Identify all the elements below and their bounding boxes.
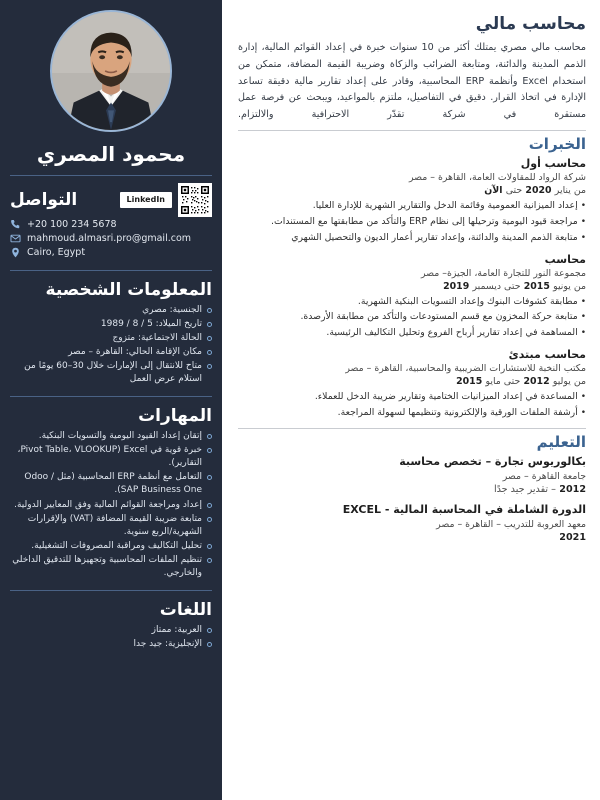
profile-photo-illustration	[52, 12, 170, 130]
bullet-icon	[207, 448, 212, 453]
job-date-start: 2015	[523, 280, 550, 292]
language-value: الإنجليزية: جيد جدا	[133, 638, 202, 649]
sidebar-divider-2	[10, 270, 212, 271]
person-name: محمود المصري	[36, 142, 186, 166]
bullet-icon: •	[580, 200, 586, 211]
job-date-prefix: من يونيو	[553, 280, 586, 292]
list-item	[10, 513, 212, 539]
job-date-end: 2019	[443, 280, 470, 292]
personal-info-value: مكان الإقامة الحالي: القاهرة – مصر	[68, 347, 202, 358]
education-institution: معهد العروبة للتدريب – القاهرة – مصر	[436, 518, 586, 530]
contact-email-value: mahmoud.almasri.pro@gmail.com	[27, 233, 192, 244]
duty-text: متابعة حركة المخزون مع قسم المستودعات والتأكد من مطابقة الأرصدة.	[300, 311, 578, 323]
job-duties	[238, 390, 586, 421]
bullet-icon	[207, 308, 212, 313]
page-title: محاسب مالي	[475, 14, 586, 34]
job-date-mid: حتى	[505, 184, 523, 196]
experience-entry	[238, 253, 586, 342]
skills-list	[10, 430, 212, 580]
job-date-end: الآن	[484, 184, 503, 196]
job-dates	[238, 281, 586, 292]
job-dates	[238, 376, 586, 387]
email-icon	[10, 233, 21, 244]
list-item	[10, 444, 212, 470]
job-role: محاسب أول	[520, 156, 586, 170]
avatar	[50, 10, 172, 132]
section-divider-1	[238, 130, 586, 131]
bullet-icon	[207, 364, 212, 369]
list-item	[238, 215, 586, 230]
bullet-icon	[207, 558, 212, 563]
bullet-icon	[207, 503, 212, 508]
skill-value: التعامل مع أنظمة ERP المحاسبية (مثل Odoo / SAP Business One).	[24, 472, 202, 496]
list-item	[10, 346, 212, 359]
contact-location[interactable]	[10, 247, 212, 258]
sidebar-divider-4	[10, 590, 212, 591]
list-item	[238, 406, 586, 421]
list-item	[10, 304, 212, 317]
bullet-icon	[207, 322, 212, 327]
skills-title: المهارات	[138, 406, 212, 427]
job-duties	[238, 295, 586, 342]
contact-email[interactable]	[10, 233, 212, 244]
education-degree: بكالوريوس تجارة – تخصص محاسبة	[399, 454, 586, 468]
job-organization: مكتب النخبة للاستشارات الضريبية والمحاسبية، القاهرة – مصر	[345, 363, 586, 375]
list-item	[10, 430, 212, 443]
sidebar-divider-1	[10, 175, 212, 176]
contact-list	[10, 219, 212, 258]
contact-section	[10, 183, 212, 261]
bullet-icon: •	[580, 312, 586, 323]
job-date-end: 2015	[456, 376, 483, 388]
list-item	[238, 326, 586, 341]
job-role: محاسب مبتدئ	[508, 348, 586, 362]
personal-info-value: تاريخ الميلاد: 5 / 8 / 1989	[100, 319, 202, 330]
bullet-icon: •	[580, 392, 586, 403]
professional-summary: محاسب مالي مصري يمتلك أكثر من 10 سنوات خبرة في إعداد القوائم المالية، إدارة الذمم المدينة والدائنة، ومتابعة الضرائب والزكاة وضريبة القيمة المضافة، متمكن من استخدام Excel وأنظمة ERP المحاسبية، وقادر على إعداد تقارير مالية دقيقة تساعد الإدارة في اتخاذ القرار. دقيق في التفاصيل، ملتزم بالمواعيد، ويبحث عن فرصة عمل مستقرة في شركة تقدّر الاحترافية والالتزام.	[238, 42, 586, 121]
education-year-value: 2021	[559, 531, 586, 543]
job-duties	[238, 199, 586, 246]
bullet-icon: •	[580, 296, 586, 307]
skill-value: متابعة ضريبة القيمة المضافة (VAT) والإقرارات الشهرية/الربع سنوية.	[27, 513, 202, 537]
sidebar-divider-3	[10, 396, 212, 397]
list-item	[10, 638, 212, 651]
skill-value: تنظيم الملفات المحاسبية وتجهيزها للتدقيق الداخلي والخارجي.	[12, 554, 202, 578]
education-year	[238, 484, 586, 495]
qr-code-icon[interactable]	[178, 183, 212, 217]
duty-text: إعداد الميزانية العمومية وقائمة الدخل والتقارير الشهرية للإدارة العليا.	[312, 199, 578, 211]
sidebar	[0, 0, 222, 800]
list-item	[238, 295, 586, 310]
job-dates	[238, 185, 586, 196]
education-entry	[238, 503, 586, 543]
contact-phone-value: +20 100 234 5678	[27, 219, 117, 230]
bullet-icon	[207, 517, 212, 522]
duty-text: المساعدة في إعداد الميزانيات الختامية وتقارير ضريبة الدخل للعملاء.	[314, 391, 578, 403]
job-role: محاسب	[544, 252, 586, 266]
contact-header-row	[10, 183, 212, 217]
job-date-start: 2012	[523, 376, 550, 388]
job-date-mid: حتى ديسمبر	[472, 280, 521, 292]
bullet-icon	[207, 350, 212, 355]
education-year-value: 2012	[559, 483, 586, 495]
bullet-icon: •	[580, 408, 586, 419]
personal-info-value: الحالة الاجتماعية: متزوج	[112, 333, 202, 344]
duty-text: مطابقة كشوفات البنوك وإعداد التسويات البنكية الشهرية.	[357, 295, 578, 307]
location-pin-icon	[10, 247, 21, 258]
education-year-note: – تقدير جيد جدًا	[493, 483, 556, 495]
education-degree: الدورة الشاملة في المحاسبة المالية - EXCEL	[342, 502, 586, 516]
list-item	[10, 332, 212, 345]
personal-info-title: المعلومات الشخصية	[45, 280, 212, 300]
languages-list	[10, 624, 212, 651]
list-item	[238, 310, 586, 325]
duty-text: مراجعة قيود اليومية وترحيلها إلى نظام ERP والتأكد من مطابقتها مع المستندات.	[271, 215, 578, 227]
list-item	[238, 231, 586, 246]
job-date-start: 2020	[525, 184, 552, 196]
education-institution: جامعة القاهرة – مصر	[502, 470, 586, 482]
skill-value: إعداد ومراجعة القوائم المالية وفق المعايير الدولية.	[14, 499, 202, 510]
contact-section-title: التواصل	[10, 190, 78, 210]
bullet-icon	[207, 642, 212, 647]
bullet-icon: •	[580, 216, 586, 227]
section-divider-2	[238, 428, 586, 429]
bullet-icon	[207, 336, 212, 341]
personal-info-section	[10, 278, 212, 387]
bullet-icon	[207, 434, 212, 439]
qr-code-graphic	[180, 185, 210, 215]
list-item	[10, 499, 212, 512]
contact-location-value: Cairo, Egypt	[27, 247, 86, 258]
list-item	[238, 199, 586, 214]
languages-section	[10, 598, 212, 652]
list-item	[10, 554, 212, 580]
job-date-prefix: من يوليو	[552, 376, 586, 388]
experience-entry	[238, 157, 586, 246]
list-item	[10, 471, 212, 497]
bullet-icon: •	[580, 232, 586, 243]
job-organization: مجموعة النور للتجارة العامة، الجيزة– مصر	[420, 267, 586, 279]
bullet-icon	[207, 628, 212, 633]
personal-info-value: متاح للانتقال إلى الإمارات خلال 30–60 يومًا من استلام عرض العمل	[24, 361, 202, 385]
education-section-title: التعليم	[536, 432, 586, 451]
contact-phone[interactable]	[10, 219, 212, 230]
languages-title: اللغات	[159, 599, 212, 620]
skill-value: تحليل التكاليف ومراقبة المصروفات التشغيلية.	[31, 540, 202, 551]
linkedin-badge[interactable]: LinkedIn	[120, 192, 172, 208]
experience-section-title: الخبرات	[528, 134, 586, 153]
personal-info-list	[10, 304, 212, 386]
skill-value: خبرة قوية في Excel (Pivot Table، VLOOKUP، التقارير).	[17, 445, 202, 469]
job-date-prefix: من يناير	[554, 184, 586, 196]
bullet-icon: •	[580, 328, 586, 339]
list-item	[238, 390, 586, 405]
contact-badges	[120, 183, 212, 217]
duty-text: المساهمة في إعداد تقارير أرباح الفروع وتحليل التكاليف الرئيسية.	[326, 327, 578, 339]
language-value: العربية: ممتاز	[151, 624, 202, 635]
list-item	[10, 360, 212, 386]
list-item	[10, 624, 212, 637]
job-organization: شركة الرواد للمقاولات العامة، القاهرة – مصر	[408, 171, 586, 183]
personal-info-value: الجنسية: مصري	[142, 305, 202, 315]
duty-text: متابعة الذمم المدينة والدائنة، وإعداد تقارير أعمار الديون والتحصيل الشهري	[291, 231, 578, 243]
list-item	[10, 318, 212, 331]
skill-value: إتقان إعداد القيود اليومية والتسويات البنكية.	[38, 431, 202, 442]
education-entry	[238, 455, 586, 495]
education-year	[238, 532, 586, 543]
bullet-icon	[207, 475, 212, 480]
phone-icon	[10, 219, 21, 230]
bullet-icon	[207, 544, 212, 549]
job-date-mid: حتى مايو	[485, 376, 521, 388]
experience-entry	[238, 348, 586, 421]
skills-section	[10, 404, 212, 581]
main-content	[222, 0, 600, 800]
duty-text: أرشفة الملفات الورقية والإلكترونية وتنظيمها لسهولة المراجعة.	[337, 407, 578, 419]
list-item	[10, 540, 212, 553]
